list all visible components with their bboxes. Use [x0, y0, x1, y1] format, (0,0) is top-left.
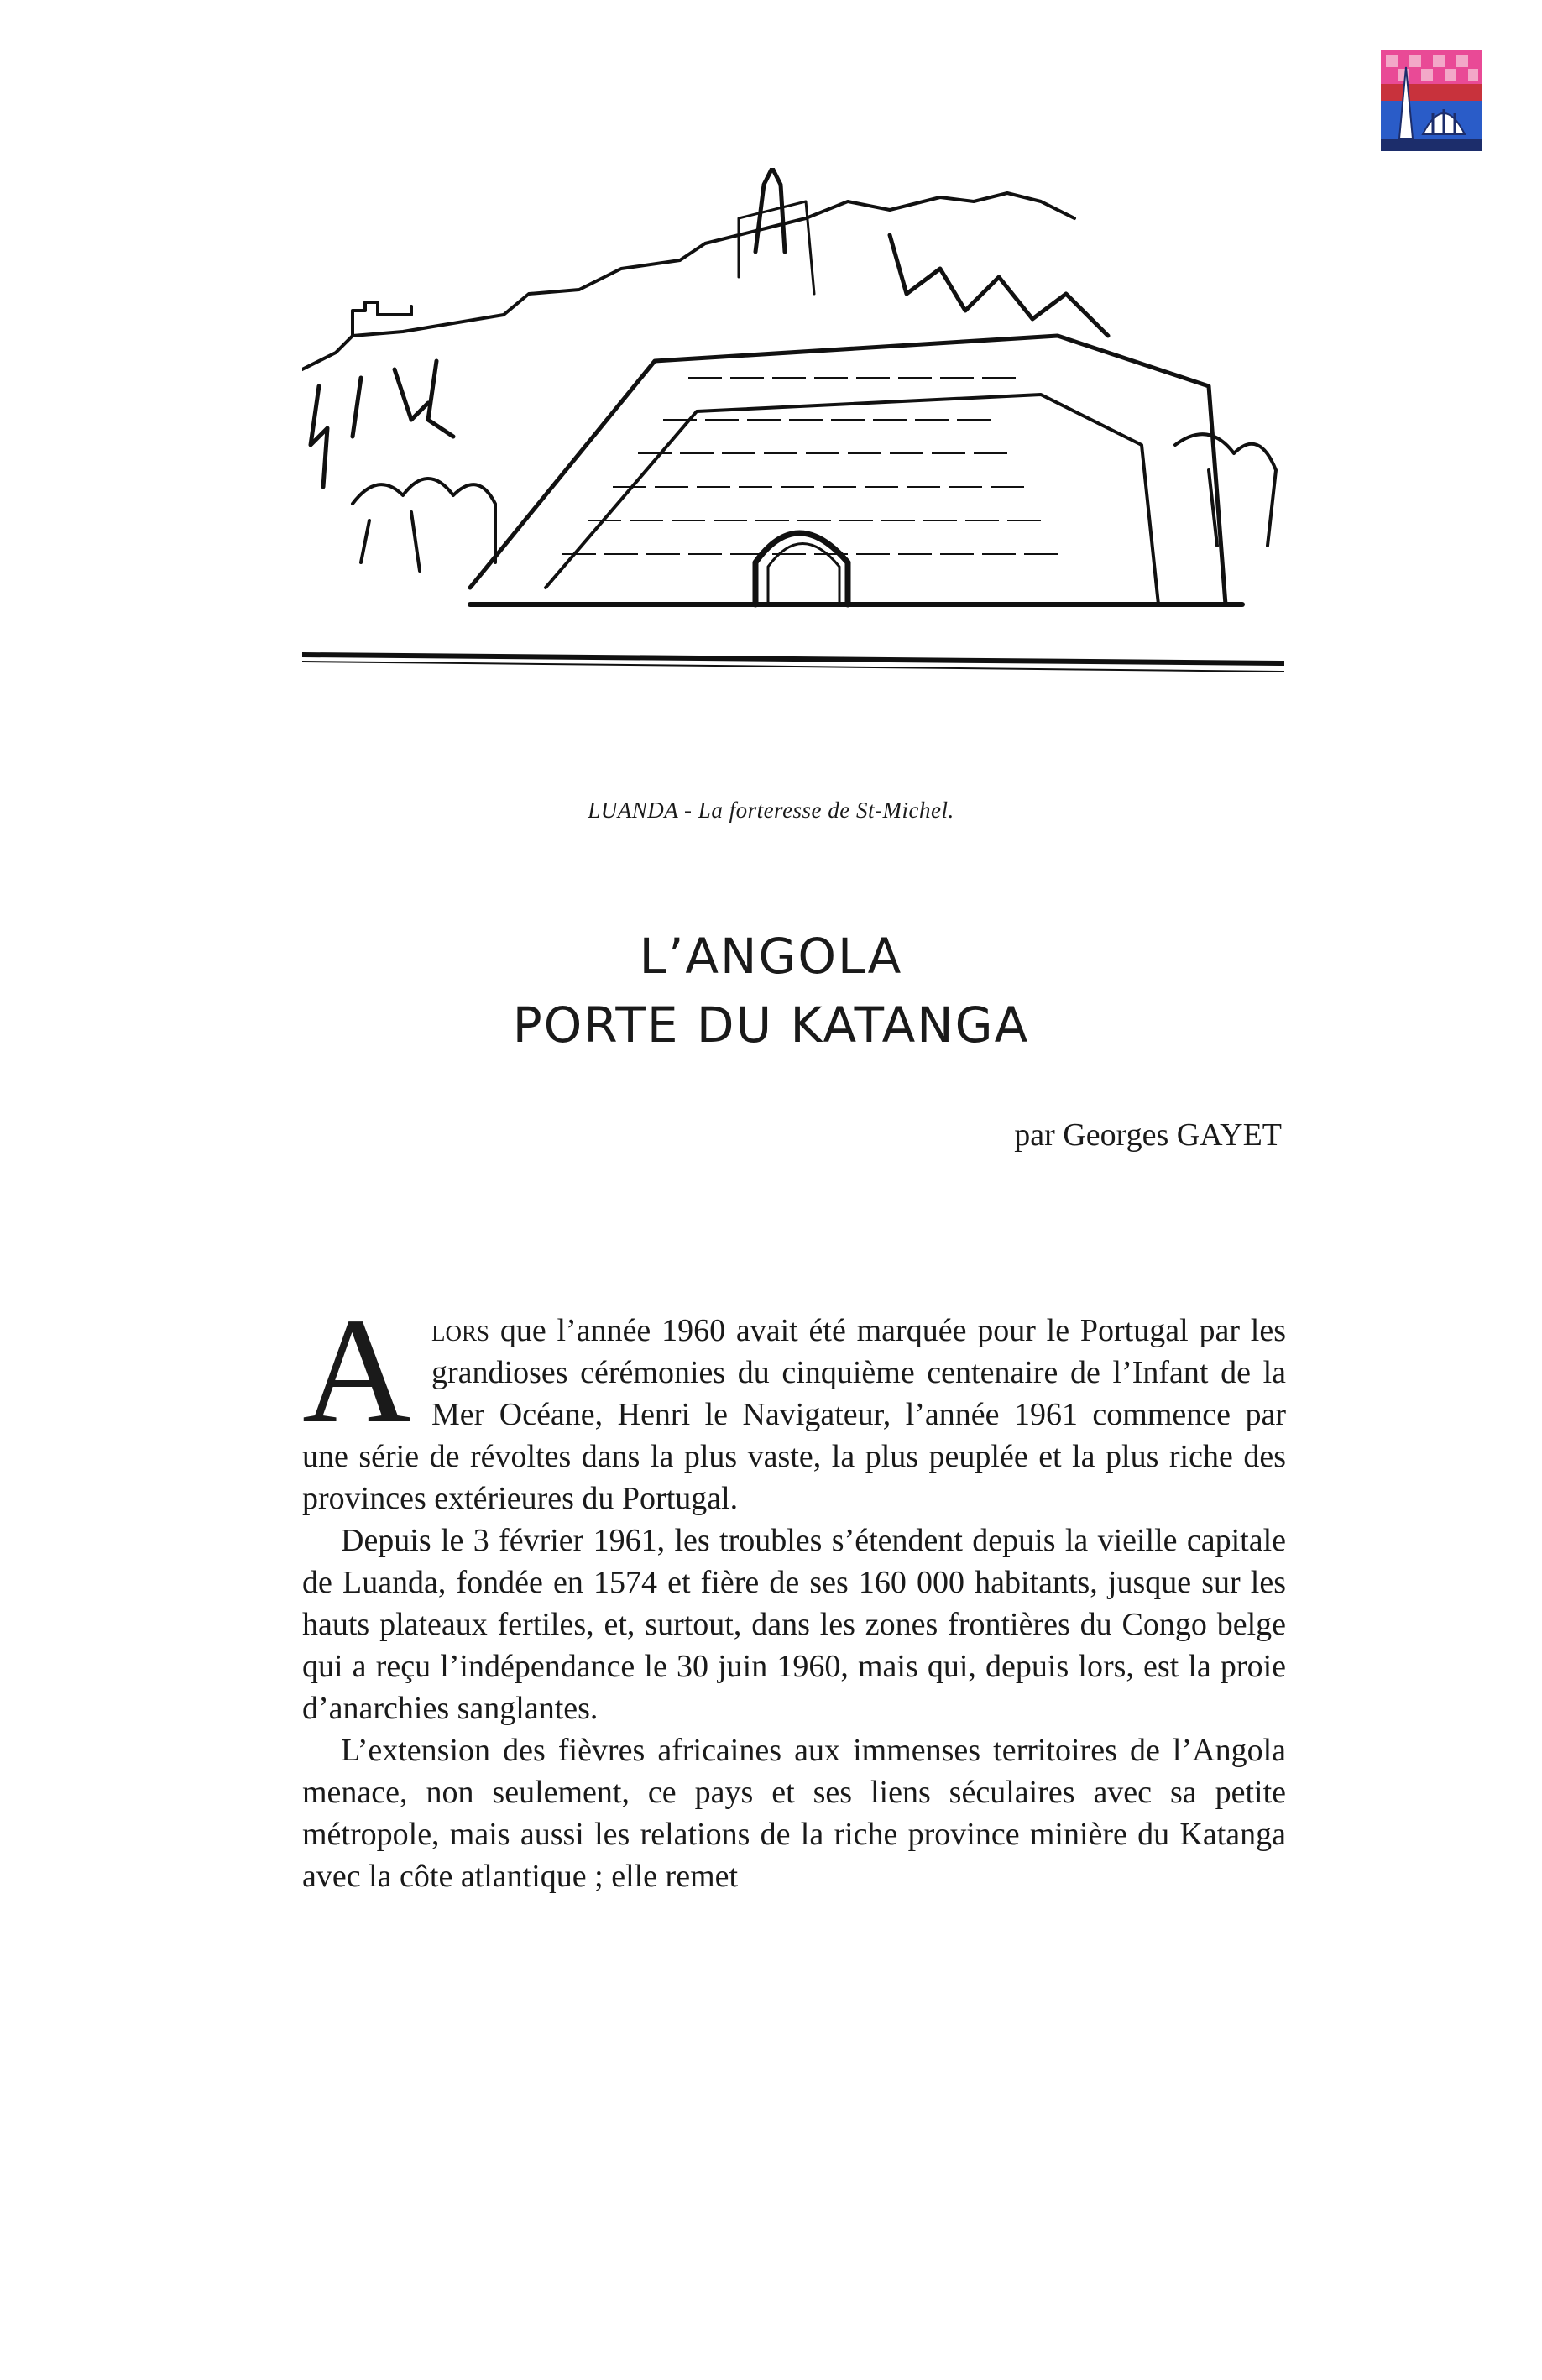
caption-text: La forteresse de St-Michel.	[698, 798, 954, 823]
paragraph-3: L’extension des fièvres africaines aux immenses territoires de l’Angola menace, non seulement, ce pays et ses liens séculaires avec sa petite métropole, mais aussi les relations de la riche province minière du Katanga avec la côte atlantique ; elle remet	[302, 1733, 1286, 1894]
small-caps-lead: lors	[431, 1313, 490, 1348]
article-body	[302, 1287, 1286, 1897]
paragraph-2: Depuis le 3 février 1961, les troubles s’étendent depuis la vieille capitale de Luanda, fondée en 1574 et fière de ses 160 000 habitants, jusque sur les hauts plateaux fertiles, et, surtout, dans les zones frontières du Congo belge qui a reçu l’indépendance le 30 juin 1960, mais qui, depuis lors, est la proie d’anarchies sanglantes.	[302, 1523, 1286, 1726]
caption-place: LUANDA	[588, 798, 678, 823]
caption-separator: -	[677, 798, 698, 823]
paragraph-1	[302, 1287, 1286, 1520]
title-line-2: PORTE DU KATANGA	[512, 996, 1030, 1054]
paragraph-1-text: que l’année 1960 avait été marquée pour le Portugal par les grandioses cérémonies du cinquième centenaire de l’Infant de la Mer Océane, Henri le Navigateur, l’année 1961 commence par une série de révoltes dans la plus vaste, la plus peuplée et la plus riche des provinces extérieures du Portugal.	[302, 1313, 1286, 1516]
title-line-1: L’ANGOLA	[639, 928, 903, 985]
fortress-sketch-icon	[302, 168, 1284, 705]
article-title	[0, 922, 1542, 1059]
library-logo-icon	[1381, 50, 1482, 151]
image-caption	[0, 798, 1542, 824]
drop-cap: A	[302, 1287, 411, 1454]
byline: par Georges GAYET	[1014, 1117, 1282, 1153]
